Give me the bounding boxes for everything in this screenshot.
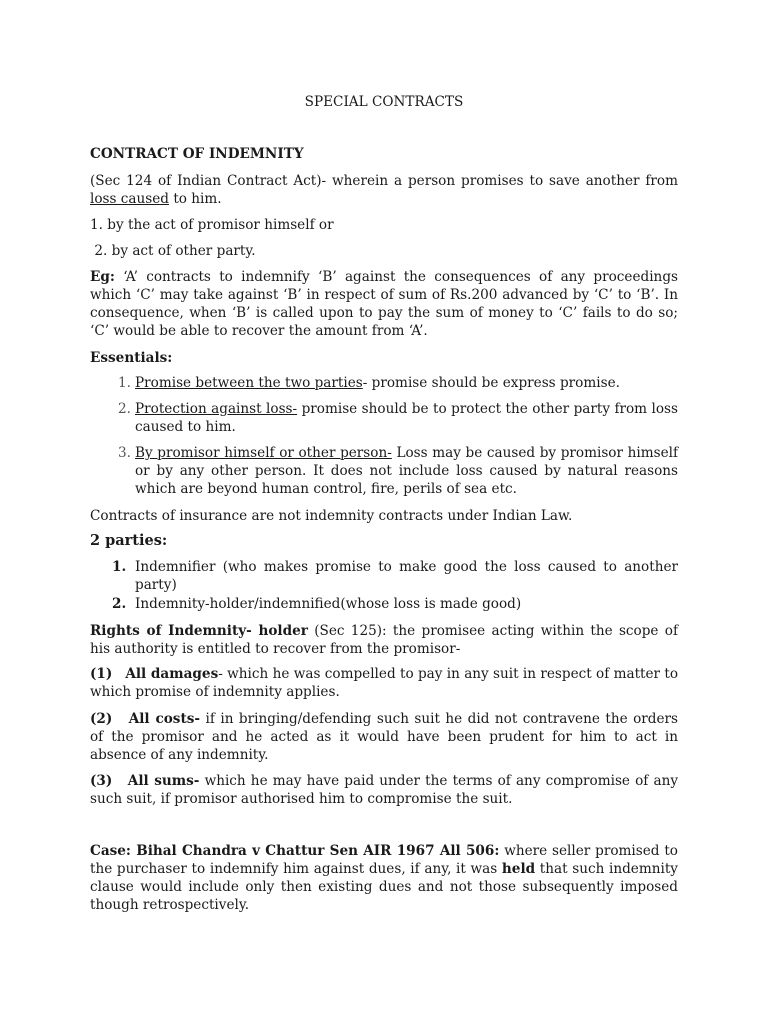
party-text: Indemnifier (who makes promise to make good the loss caused to another party) xyxy=(135,559,678,593)
rights-item-label: All sums- xyxy=(127,773,200,789)
rights-marker: (3) xyxy=(90,773,113,789)
case-held: held xyxy=(501,861,536,877)
example-text: ‘A’ contracts to indemnify ‘B’ against the consequences of any proceedings which ‘C’ may take against ‘B’ in respect of sum of Rs.200 advanced by ‘C’ to ‘B’. In consequence, when ‘B’ is called upon to pay the sum of money to ‘C’ fails to do so; ‘C’ would be able to recover the amount from ‘A’. xyxy=(90,269,678,339)
rights-item-text: - which he was compelled to pay in any suit in respect of matter to which promise of indemnity applies. xyxy=(90,666,679,700)
example-label: Eg: xyxy=(90,269,115,285)
case-text: where seller promised to the purchaser to indemnify him against dues, if any, it was xyxy=(90,843,678,877)
case-label: Case: Bihal Chandra v Chattur Sen AIR 1967 All 506: xyxy=(90,843,500,859)
example-paragraph xyxy=(90,268,678,340)
list-marker: 2. xyxy=(112,596,127,612)
rights-marker: (2) xyxy=(90,711,113,727)
list-item xyxy=(112,558,678,594)
case-text-end: that such indemnity clause would include only then existing dues and not those subsequently imposed though retrospectively. xyxy=(90,861,678,913)
essential-text: - promise should be express promise. xyxy=(362,375,620,391)
list-item xyxy=(118,374,678,392)
essential-title: Promise between the two parties xyxy=(135,375,363,391)
list-item xyxy=(112,595,678,613)
rights-item-text: which he may have paid under the terms of any compromise of any such suit, if promisor authorised him to compromise the suit. xyxy=(90,773,679,807)
essential-title: Protection against loss- xyxy=(135,401,298,417)
section-heading: CONTRACT OF INDEMNITY xyxy=(90,146,304,162)
list-item: 2. by act of other party. xyxy=(90,243,256,259)
case-paragraph xyxy=(90,842,678,914)
rights-marker: (1) xyxy=(90,666,113,682)
essential-title: By promisor himself or other person- xyxy=(135,445,392,461)
intro-text-end: to him. xyxy=(169,191,222,207)
rights-item xyxy=(90,772,678,808)
list-marker: 1. xyxy=(112,559,127,575)
list-item: 1. by the act of promisor himself or xyxy=(90,217,334,233)
parties-heading: 2 parties: xyxy=(90,532,168,549)
rights-item xyxy=(90,710,678,764)
list-marker: 3. xyxy=(118,445,131,461)
page-title: SPECIAL CONTRACTS xyxy=(304,94,464,110)
intro-underlined: loss caused xyxy=(90,191,170,207)
insurance-note: Contracts of insurance are not indemnity contracts under Indian Law. xyxy=(90,508,573,524)
list-marker: 1. xyxy=(118,375,131,391)
rights-text: (Sec 125): the promisee acting within the scope of his authority is entitled to recover from the promisor- xyxy=(90,623,678,657)
rights-paragraph xyxy=(90,622,678,658)
intro-paragraph xyxy=(90,172,678,208)
essentials-heading: Essentials: xyxy=(90,350,173,366)
rights-item-text: if in bringing/defending such suit he did not contravene the orders of the promisor and he acted as it would have been prudent for him to act in absence of any indemnity. xyxy=(90,711,678,763)
list-item xyxy=(118,400,678,436)
rights-item-label: All damages xyxy=(125,666,219,682)
intro-text: (Sec 124 of Indian Contract Act)- wherein a person promises to save another from xyxy=(90,173,678,189)
essential-text: Loss may be caused by promisor himself or by any other person. It does not include loss caused by natural reasons which are beyond human control, fire, perils of sea etc. xyxy=(135,445,678,497)
rights-item xyxy=(90,665,678,701)
rights-label: Rights of Indemnity- holder xyxy=(90,623,308,639)
list-marker: 2. xyxy=(118,401,131,417)
rights-item-label: All costs- xyxy=(128,711,201,727)
essential-text: promise should be to protect the other party from loss caused to him. xyxy=(135,401,678,435)
party-text: Indemnity-holder/indemnified(whose loss is made good) xyxy=(135,596,522,612)
list-item xyxy=(118,444,678,498)
